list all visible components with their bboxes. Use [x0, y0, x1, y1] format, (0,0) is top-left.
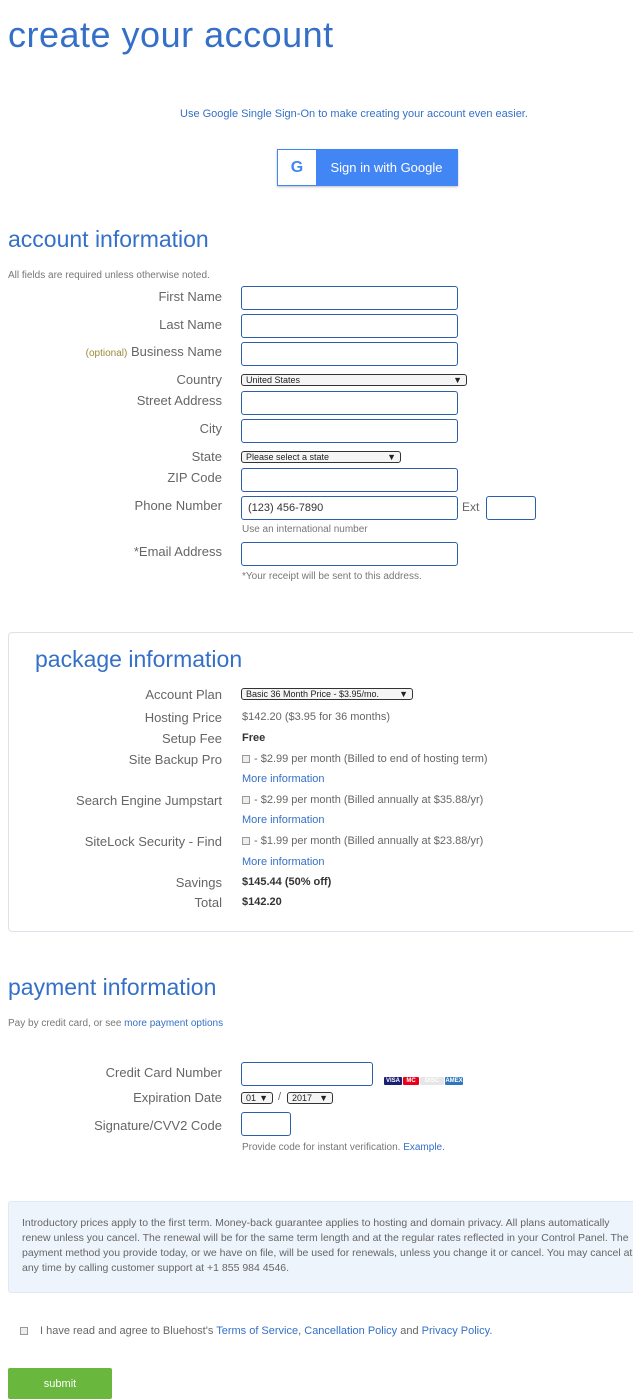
chevron-down-icon: ▼: [259, 1093, 268, 1103]
search-engine-jumpstart-option[interactable]: [242, 794, 483, 806]
last-name-label: Last Name: [159, 317, 222, 332]
credit-card-input[interactable]: [241, 1062, 373, 1086]
phone-number-input[interactable]: (123) 456-7890: [241, 496, 458, 520]
sitelock-more-link[interactable]: More information: [242, 856, 325, 868]
site-backup-label: Site Backup Pro: [128, 752, 222, 767]
email-label: *Email Address: [133, 544, 222, 559]
payment-heading: payment information: [8, 974, 217, 1000]
agree-end: .: [489, 1325, 493, 1337]
total-label: Total: [194, 895, 222, 910]
savings-value: $145.44 (50% off): [242, 876, 332, 888]
expiration-month-select[interactable]: [241, 1092, 273, 1104]
cancellation-policy-link[interactable]: Cancellation Policy: [304, 1325, 398, 1337]
search-engine-jumpstart-price: - $2.99 per month (Billed annually at $35.88/yr): [254, 794, 484, 806]
search-engine-jumpstart-checkbox[interactable]: [242, 796, 250, 804]
sitelock-checkbox[interactable]: [242, 837, 250, 845]
city-input[interactable]: [241, 419, 458, 443]
terms-of-service-link[interactable]: Terms of Service: [216, 1325, 299, 1337]
mastercard-icon: MC: [403, 1077, 419, 1085]
state-select[interactable]: [241, 451, 401, 463]
sitelock-label: SiteLock Security - Find: [84, 834, 222, 849]
card-logos: [384, 1069, 464, 1084]
pay-by-card-text: [8, 1018, 223, 1029]
required-note: All fields are required unless otherwise noted.: [8, 270, 210, 281]
business-name-input[interactable]: [241, 342, 458, 366]
credit-card-label: Credit Card Number: [105, 1065, 222, 1080]
chevron-down-icon: ▼: [319, 1093, 328, 1103]
chevron-down-icon: ▼: [453, 375, 462, 385]
cvv-hint-text: Provide code for instant verification.: [242, 1142, 404, 1153]
expiration-separator: /: [278, 1091, 282, 1103]
account-plan-select[interactable]: [241, 688, 413, 700]
ext-input[interactable]: [486, 496, 536, 520]
package-heading: package information: [35, 646, 243, 672]
account-plan-value: Basic 36 Month Price - $3.95/mo.: [246, 689, 380, 699]
expiration-date-label: Expiration Date: [133, 1090, 222, 1105]
google-signin-button[interactable]: [277, 149, 458, 186]
savings-label: Savings: [175, 875, 222, 890]
first-name-input[interactable]: [241, 286, 458, 310]
hosting-price-label: Hosting Price: [144, 710, 222, 725]
pay-text: Pay by credit card, or see: [8, 1018, 125, 1029]
email-input[interactable]: [241, 542, 458, 566]
last-name-input[interactable]: [241, 314, 458, 338]
optional-tag: (optional): [85, 348, 128, 359]
email-hint: *Your receipt will be sent to this address.: [242, 571, 422, 582]
cvv-input[interactable]: [241, 1112, 291, 1136]
ext-label: Ext: [462, 500, 480, 514]
expiration-year-select[interactable]: [287, 1092, 333, 1104]
zip-code-label: ZIP Code: [167, 470, 222, 485]
expiration-month-value: 01: [246, 1093, 257, 1103]
amex-icon: AMEX: [445, 1078, 463, 1084]
state-value: Please select a state: [246, 452, 330, 462]
privacy-policy-link[interactable]: Privacy Policy: [421, 1325, 490, 1337]
chevron-down-icon: ▼: [387, 452, 396, 462]
city-label: City: [199, 421, 222, 436]
business-name-text: Business Name: [130, 344, 222, 359]
agree-checkbox[interactable]: [20, 1327, 28, 1335]
cvv-example-link[interactable]: Example.: [403, 1142, 445, 1153]
search-engine-jumpstart-more-link[interactable]: More information: [242, 814, 325, 826]
phone-number-label: Phone Number: [134, 498, 222, 513]
search-engine-jumpstart-label: Search Engine Jumpstart: [76, 793, 222, 808]
cvv-hint: [242, 1142, 445, 1153]
site-backup-price: - $2.99 per month (Billed to end of hosting term): [254, 753, 488, 765]
site-backup-checkbox[interactable]: [242, 755, 250, 763]
state-label: State: [191, 449, 222, 464]
page-title: create your account: [8, 14, 334, 55]
site-backup-option[interactable]: [242, 753, 488, 765]
zip-code-input[interactable]: [241, 468, 458, 492]
sitelock-price: - $1.99 per month (Billed annually at $23.88/yr): [254, 835, 484, 847]
hosting-price-value: $142.20 ($3.95 for 36 months): [242, 711, 390, 723]
agree-prefix: I have read and agree to Bluehost's: [40, 1325, 217, 1337]
setup-fee-value: Free: [242, 732, 266, 744]
agree-and: and: [397, 1325, 422, 1337]
sso-text: Use Google Single Sign-On to make creating your account even easier.: [180, 108, 528, 120]
account-heading: account information: [8, 226, 209, 252]
first-name-label: First Name: [158, 289, 222, 304]
legal-notice: Introductory prices apply to the first term. Money-back guarantee applies to hosting and domain privacy. All plans automatically renew unless you cancel. The renewal will be for the same term length and at the regular rates reflected in your Control Panel. The payment method you provide today, or we have on file, will be used for renewals, unless you change it or cancel. You may cancel at any time by calling customer support at +1 855 984 4546.: [8, 1201, 633, 1293]
agreement-row: [20, 1325, 492, 1337]
business-name-label: [0, 344, 222, 359]
account-plan-label: Account Plan: [145, 687, 222, 702]
setup-fee-label: Setup Fee: [162, 731, 222, 746]
country-value: United States: [246, 375, 301, 385]
country-select[interactable]: [241, 374, 467, 386]
expiration-year-value: 2017: [292, 1093, 313, 1103]
cvv-label: Signature/CVV2 Code: [94, 1118, 222, 1133]
discover-icon: DISC: [420, 1077, 444, 1085]
country-label: Country: [176, 372, 222, 387]
agree-sep: ,: [298, 1325, 305, 1337]
visa-icon: VISA: [385, 1078, 400, 1084]
street-address-label: Street Address: [136, 393, 222, 408]
street-address-input[interactable]: [241, 391, 458, 415]
google-icon: G: [278, 150, 316, 185]
more-payment-options-link[interactable]: more payment options: [124, 1018, 224, 1029]
sitelock-option[interactable]: [242, 835, 483, 847]
chevron-down-icon: ▼: [399, 689, 408, 699]
site-backup-more-link[interactable]: More information: [242, 773, 325, 785]
total-value: $142.20: [242, 896, 282, 908]
google-signin-label: Sign in with Google: [330, 160, 443, 175]
submit-button[interactable]: submit: [8, 1368, 112, 1399]
international-number-link[interactable]: Use an international number: [242, 524, 368, 535]
